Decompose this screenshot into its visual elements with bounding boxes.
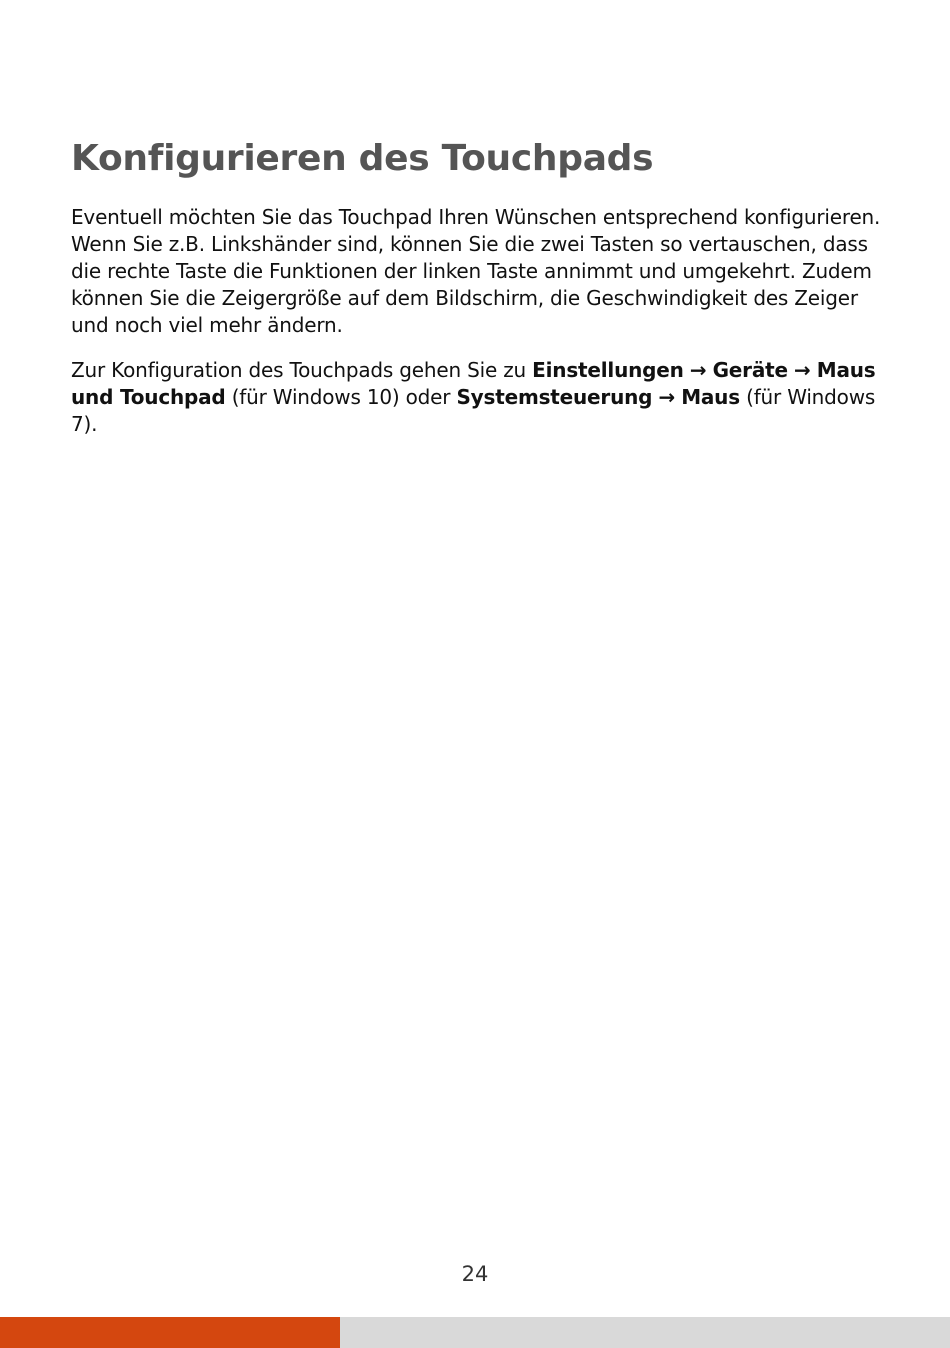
path-intro-text: Zur Konfiguration des Touchpads gehen Sie zu [71,358,533,382]
arrow-right-icon: → [794,358,811,382]
arrow-right-icon: → [689,358,707,382]
page-number: 24 [461,1262,489,1286]
windows-7-note: (für Windows 7). [71,385,876,436]
path-step-geraete: Geräte [712,358,788,382]
path-step-systemsteuerung: Systemsteuerung [456,385,653,409]
page-title: Konfigurieren des Touchpads [71,138,654,179]
path-step-maus-und-touchpad: Maus und Touchpad [71,358,876,409]
paragraph-configuration-path [71,357,886,438]
paragraph-intro: Eventuell möchten Sie das Touchpad Ihren Wünschen entsprechend konfigurieren. Wenn Sie z.B. Linkshänder sind, können Sie die zwei Tasten so vertauschen, dass die rechte Taste die Funktionen der linken Taste annimmt und umgekehrt. Zudem können Sie die Zeigergröße auf dem Bildschirm, die Geschwindigkeit des Zeiger und noch viel mehr ändern. [71,205,881,337]
windows-10-note: (für Windows 10) oder [225,385,457,409]
arrow-right-icon: → [658,385,676,409]
path-step-maus: Maus [681,385,740,409]
path-step-einstellungen: Einstellungen [532,358,684,382]
footer-accent-segment [0,1317,340,1348]
footer-bar [0,1317,950,1348]
footer-gray-segment [340,1317,950,1348]
